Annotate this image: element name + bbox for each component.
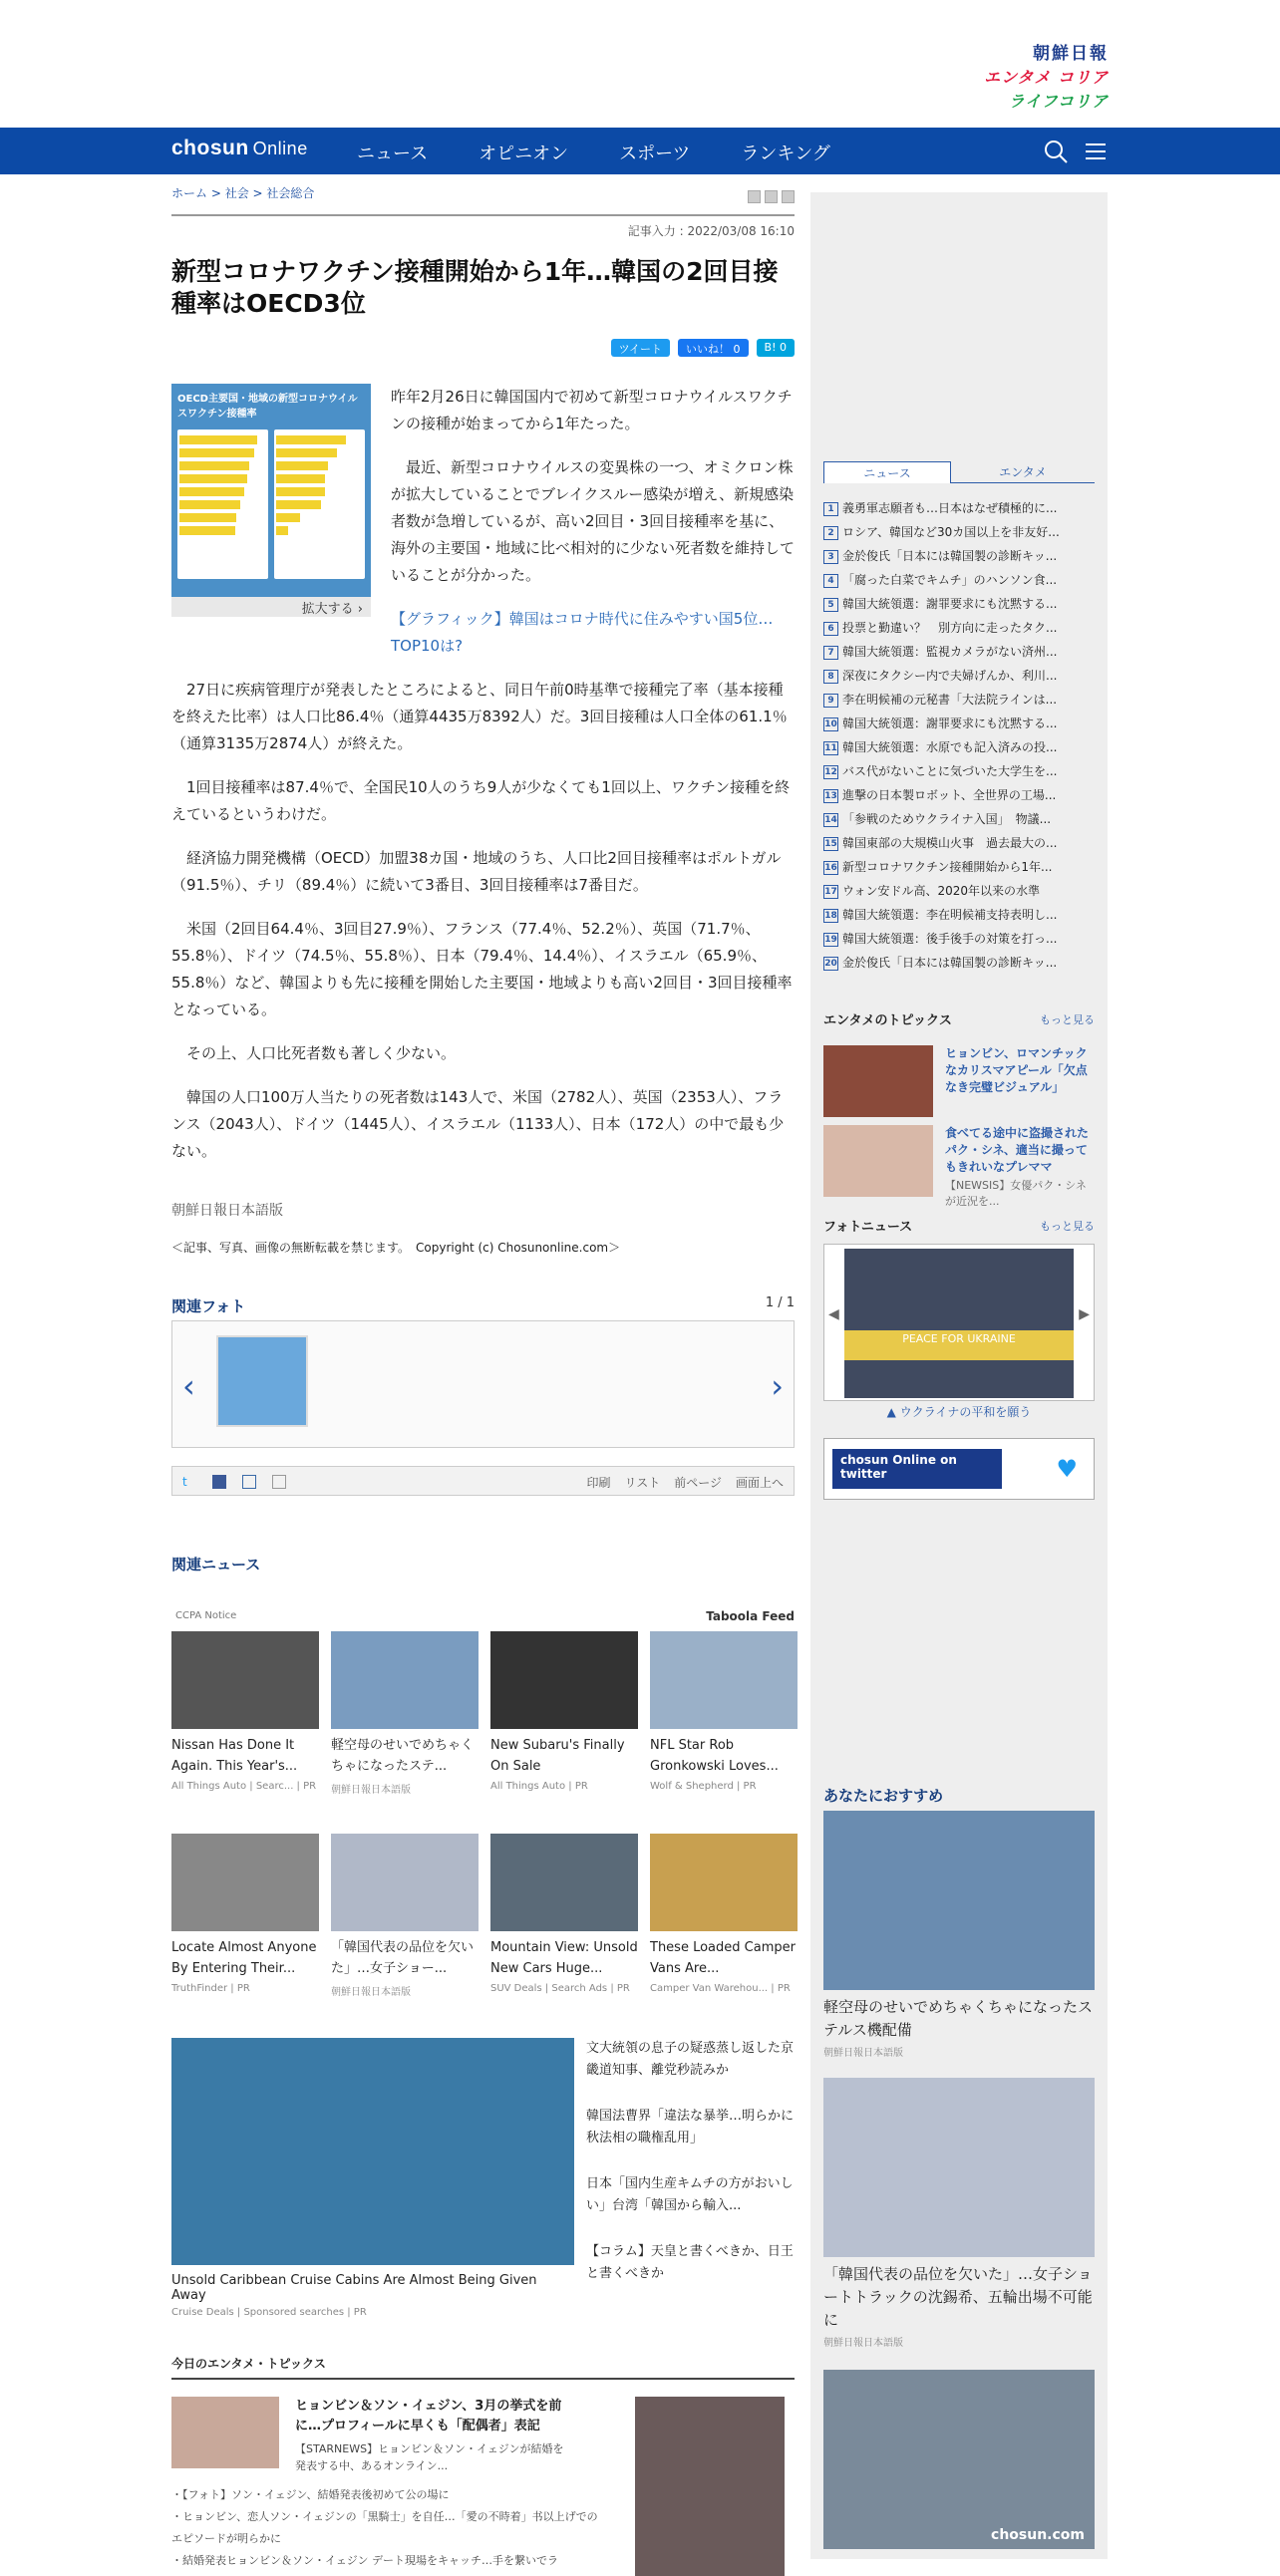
ranking-item-title: 「参戦のためウクライナ入国」 物議... xyxy=(842,812,1052,826)
ranking-item-title: 進撃の日本製ロボット、全世界の工場... xyxy=(842,788,1057,802)
feed-card[interactable] xyxy=(331,1834,479,1998)
feed-card[interactable] xyxy=(171,1834,319,1998)
recommend-item[interactable] xyxy=(823,1811,1095,2059)
feed-card-image xyxy=(650,1631,798,1729)
related-photo-count: 1 / 1 xyxy=(765,1295,795,1310)
photo-news-image[interactable] xyxy=(844,1249,1074,1398)
taboola-feed-label[interactable]: Taboola Feed xyxy=(706,1609,795,1623)
chevron-right-icon[interactable]: › xyxy=(771,1367,784,1405)
figure-zoom-label: 拡大する xyxy=(301,602,354,617)
rank-number: 8 xyxy=(823,670,838,684)
brand-entame-logo[interactable]: エンタメ コリア xyxy=(984,68,1109,87)
ranking-item[interactable] xyxy=(823,783,1095,807)
rank-number: 4 xyxy=(823,574,838,588)
ranking-item[interactable] xyxy=(823,831,1095,855)
article-date: 記事入力 : 2022/03/08 16:10 xyxy=(627,224,795,238)
feed-card-image xyxy=(650,1834,798,1931)
ranking-item[interactable] xyxy=(823,640,1095,664)
ranking-item[interactable] xyxy=(823,712,1095,735)
rank-number: 10 xyxy=(824,718,837,729)
photo-news-title: フォトニュース xyxy=(823,1220,913,1235)
rank-number: 9 xyxy=(823,694,838,708)
feed-side-link[interactable]: 文大統領の息子の疑惑蒸し返した京畿道知事、離党秒読みか xyxy=(586,2041,795,2078)
entame-side-image xyxy=(823,1125,933,1197)
ranking-item[interactable] xyxy=(823,496,1095,520)
brand-logos xyxy=(984,42,1109,114)
page-top-link[interactable]: 画面上へ xyxy=(735,1476,784,1490)
logo-sub: Online xyxy=(252,139,308,158)
rank-number: 3 xyxy=(823,550,838,564)
facebook-like-button[interactable]: いいね！ 0 xyxy=(678,339,749,357)
feed-card[interactable] xyxy=(650,1834,798,1998)
feed-wide-title: Unsold Caribbean Cruise Cabins Are Almost Being Given Away xyxy=(171,2273,537,2303)
breadcrumb-society-general[interactable]: 社会総合 xyxy=(266,186,315,200)
related-graphic-link[interactable]: 【グラフィック】韓国はコロナ時代に住みやすい国5位…TOP10は? xyxy=(391,610,774,655)
feed-side-link[interactable]: 韓国法曹界「違法な暴挙…明らかに秋法相の職権乱用」 xyxy=(586,2109,795,2146)
entame-topic-link[interactable]: ・結婚発表ヒョンビン＆ソン・イェジン デート現場をキャッチ…手を繋いでラ xyxy=(171,2554,558,2567)
list-link[interactable]: リスト xyxy=(624,1476,661,1490)
rank-number: 14 xyxy=(824,814,837,825)
ranking-item-title: 李在明候補の元秘書「大法院ラインは... xyxy=(842,693,1058,707)
recommend-image xyxy=(823,1811,1095,1990)
chevron-left-icon[interactable]: ◀ xyxy=(828,1306,839,1322)
feed-card-title: New Subaru's Finally On Sale xyxy=(490,1738,625,1774)
feed-card-image xyxy=(171,1631,319,1729)
feed-card-image xyxy=(490,1834,638,1931)
nav-opinion[interactable]: オピニオン xyxy=(479,143,569,164)
rank-number: 6 xyxy=(823,622,838,636)
feed-side-link[interactable]: 日本「国内生産キムチの方がおいしい」台湾「韓国から輸入... xyxy=(586,2176,794,2213)
feed-card-source: Wolf & Shepherd | PR xyxy=(650,1781,757,1792)
prev-page-link[interactable]: 前ページ xyxy=(674,1476,722,1490)
ranking-item-title: ロシア、韓国など30カ国以上を非友好... xyxy=(842,525,1060,539)
article-share-bar xyxy=(171,1466,795,1496)
feed-wide-card[interactable] xyxy=(171,2038,574,2318)
feed-card-title: 「韓国代表の品位を欠いた」…女子ショー... xyxy=(331,1940,475,1976)
title-divider xyxy=(171,214,795,216)
photo-news-carousel xyxy=(823,1244,1095,1401)
twitter-icon[interactable]: t xyxy=(182,1475,187,1489)
entame-topic-title: ヒョンビン＆ソン・イェジン、3月の挙式を前に…プロフィールに早くも「配偶者」表記 xyxy=(295,2399,562,2433)
photo-news-caption[interactable]: ▲ ウクライナの平和を願う xyxy=(886,1405,1032,1419)
ranking-item[interactable] xyxy=(823,664,1095,688)
article-credit: 朝鮮日報日本語版 xyxy=(171,1203,283,1219)
lead-paragraph: 最近、新型コロナウイルスの変異株の一つ、オミクロン株が拡大していることでブレイクスルー感染が増え、新規感染者数が急増しているが、高い2回目・3回目接種率を基に、海外の主要国・地域に比べ相対的に少ない死者数を維持していることが分かった。 xyxy=(391,458,796,584)
entame-side-title: 食べてる途中に盗撮されたパク・シネ、適当に撮ってもきれいなプレママ xyxy=(945,1126,1090,1174)
feed-card-source: All Things Auto | PR xyxy=(490,1781,588,1792)
recommend-source: 朝鮮日報日本語版 xyxy=(823,2338,903,2349)
facebook-icon[interactable] xyxy=(212,1475,226,1489)
ranking-item[interactable] xyxy=(823,807,1095,831)
ranking-item-title: 金於俊氏「日本には韓国製の診断キッ... xyxy=(842,956,1058,970)
hatena-bookmark-button[interactable]: B! 0 xyxy=(757,339,795,357)
mixi-icon[interactable] xyxy=(272,1475,286,1489)
rank-number: 13 xyxy=(824,790,837,801)
bird-icon: ♥ xyxy=(1056,1455,1078,1483)
ranking-item-title: 新型コロナワクチン接種開始から1年... xyxy=(842,860,1053,874)
ranking-item[interactable] xyxy=(823,592,1095,616)
feed-card[interactable] xyxy=(490,1631,638,1796)
ranking-item[interactable] xyxy=(823,879,1095,903)
article-main xyxy=(171,184,796,2567)
nav-ranking[interactable]: ランキング xyxy=(741,143,830,164)
social-buttons xyxy=(611,339,795,357)
feed-card-source: SUV Deals | Search Ads | PR xyxy=(490,1983,630,1994)
ranking-item-title: バス代がないことに気づいた大学生を... xyxy=(842,764,1058,778)
nav-sports[interactable]: スポーツ xyxy=(619,143,691,164)
ranking-item[interactable] xyxy=(823,927,1095,951)
feed-card-source: Camper Van Warehou... | PR xyxy=(650,1983,791,1994)
related-photo-heading: 関連フォト xyxy=(171,1297,246,1315)
body-paragraph: 韓国の人口100万人当たりの死者数は143人で、米国（2782人）、英国（2353人）、フランス（2043人）、ドイツ（1445人）、イスラエル（1133人）、日本（172人）の中で最も少ない。 xyxy=(171,1088,785,1160)
top-header xyxy=(0,0,1280,128)
feed-side-link[interactable]: 【コラム】天皇と書くべきか、日王と書くべきか xyxy=(586,2244,794,2281)
figure-zoom-button[interactable]: 拡大する › xyxy=(171,597,371,617)
tab-news[interactable]: ニュース xyxy=(823,461,951,483)
entame-topics-side-heading xyxy=(823,1009,1095,1028)
entame-side-item[interactable] xyxy=(823,1125,1095,1208)
entame-topic-link[interactable]: ・ヒョンビン、恋人ソン・イェジンの「黒騎士」を自任…「愛の不時着」书以上げでのエピソードが明らかに xyxy=(171,2510,598,2545)
ranking-item-title: 韓国大統領選：李在明候補支持表明し... xyxy=(842,908,1058,922)
tweet-button[interactable]: ツイート xyxy=(611,339,670,357)
rank-number: 20 xyxy=(824,958,837,969)
rank-number: 1 xyxy=(823,502,838,516)
ranking-list xyxy=(823,496,1095,975)
feed-card-source: TruthFinder | PR xyxy=(171,1983,250,1994)
article-lead xyxy=(391,384,795,677)
body-paragraph: その上、人口比死者数も著しく少ない。 xyxy=(186,1044,457,1062)
breadcrumb-society[interactable]: 社会 xyxy=(224,186,249,200)
menu-icon[interactable] xyxy=(1083,139,1109,164)
feed-card-title: Mountain View: Unsold New Cars Huge... xyxy=(490,1940,638,1976)
feed-wide-source: Cruise Deals | Sponsored searches | PR xyxy=(171,2307,367,2318)
ranking-item-title: 深夜にタクシー内で夫婦げんか、利川... xyxy=(842,669,1058,683)
ranking-item-title: ウォン安ドル高、2020年以来の水準 xyxy=(842,884,1041,898)
article-title: 新型コロナワクチン接種開始から1年…韓国の2回目接種率はOECD3位 xyxy=(171,257,779,318)
ranking-item-title: 投票と勤違い？ 別方向に走ったタク... xyxy=(842,621,1058,635)
feed-card-title: Nissan Has Done It Again. This Year's... xyxy=(171,1738,298,1774)
entame-topic-image xyxy=(171,2397,279,2468)
entame-topics-heading: 今日のエンタメ・トピックス xyxy=(171,2355,795,2380)
rank-number: 11 xyxy=(824,742,837,753)
photo-news-heading xyxy=(823,1216,1095,1235)
rank-number: 17 xyxy=(824,886,837,897)
feed-card-image xyxy=(331,1631,479,1729)
ranking-item-title: 韓国大統領選：水原でも記入済みの投... xyxy=(842,740,1058,754)
entame-topic-large-image[interactable] xyxy=(635,2397,785,2576)
font-size-tools xyxy=(748,190,795,203)
chevron-right-icon[interactable]: ▶ xyxy=(1079,1306,1090,1322)
recommend-source: 朝鮮日報日本語版 xyxy=(823,2048,903,2059)
main-nav xyxy=(0,128,1280,174)
recommend-title: 「韓国代表の品位を欠いた」…女子ショートトラックの沈錫希、五輪出場不可能に xyxy=(823,2265,1093,2329)
related-photo-carousel xyxy=(171,1320,795,1448)
entame-topic-links xyxy=(171,2484,600,2572)
ranking-item-title: 「腐った白菜でキムチ」のハンソン食... xyxy=(842,573,1058,587)
twitter-banner-text: chosun Online on twitter xyxy=(832,1449,1002,1489)
body-paragraph: 27日に疾病管理庁が発表したところによると、同日午前0時基準で接種完了率（基本接種を終えた比率）は人口比86.4％（通算4435万8392人）だ。3回目接種は人口全体の61.1％（通算3135万2874人）が終えた。 xyxy=(171,681,788,752)
print-icon[interactable] xyxy=(782,190,795,203)
body-paragraph: 経済協力開発機構（OECD）加盟38カ国・地域のうち、人口比2回目接種率はポルトガル（91.5％）、チリ（89.4％）に続いて3番目、3回目接種率は7番目だ。 xyxy=(171,849,782,894)
body-paragraph: 米国（2回目64.4％、3回目27.9％）、フランス（77.4％、52.2％）、英国（71.7％、55.8％）、ドイツ（74.5％、55.8％）、日本（79.4％、14.4％）、イスラエル（65.9％、55.8％）など、韓国よりも先に接種を開始した主要国・地域よりも高い2回目・3回目接種率となっている。 xyxy=(171,920,793,1018)
print-link[interactable]: 印刷 xyxy=(586,1476,611,1490)
entame-topic-link[interactable]: ・【フォト】ソン・イェジン、結婚発表後初めて公の場に xyxy=(171,2488,450,2501)
rank-number: 7 xyxy=(823,646,838,660)
recommend-image xyxy=(823,2078,1095,2257)
ranking-item[interactable] xyxy=(823,616,1095,640)
ranking-item-title: 義勇軍志願者も…日本はなぜ積極的に... xyxy=(842,501,1058,515)
ranking-item[interactable] xyxy=(823,951,1095,975)
rank-number: 2 xyxy=(823,526,838,540)
ranking-item[interactable] xyxy=(823,759,1095,783)
feed-wide-image xyxy=(171,2038,574,2265)
more-link[interactable]: もっと見る xyxy=(1040,1220,1095,1233)
ccpa-notice[interactable]: CCPA Notice xyxy=(175,1610,237,1621)
ranking-item-title: 韓国大統領選：監視カメラがない済州... xyxy=(842,645,1058,659)
article-body xyxy=(171,677,795,1182)
related-news-heading: 関連ニュース xyxy=(171,1556,261,1574)
entame-side-title: ヒョンビン、ロマンチックなカリスマアピール「欠点なき完璧ビジュアル」 xyxy=(945,1046,1088,1094)
recommend-item[interactable] xyxy=(823,2078,1095,2349)
feed-card-image xyxy=(490,1631,638,1729)
recommend-item[interactable] xyxy=(823,2370,1095,2549)
entame-side-desc: 【NEWSIS】女優パク・シネが近況を... xyxy=(945,1179,1087,1208)
recommend-image xyxy=(823,2370,1095,2549)
rank-number: 19 xyxy=(824,934,837,945)
brand-chosun-logo[interactable]: 朝鮮日報 xyxy=(1033,44,1109,64)
ranking-item[interactable] xyxy=(823,520,1095,544)
rank-number: 5 xyxy=(823,598,838,612)
recommend-heading: あなたにおすすめ xyxy=(823,1787,944,1805)
copyright-notice: ＜記事、写真、画像の無断転載を禁じます。 Copyright (c) Chosunonline.com＞ xyxy=(171,1241,621,1255)
font-small-icon[interactable] xyxy=(748,190,761,203)
article-figure[interactable] xyxy=(171,384,371,617)
feed-card[interactable] xyxy=(650,1631,798,1796)
feed-card-title: Locate Almost Anyone By Entering Their... xyxy=(171,1940,317,1976)
more-link[interactable]: もっと見る xyxy=(1040,1013,1095,1026)
feed-card-image xyxy=(331,1834,479,1931)
site-logo[interactable] xyxy=(171,137,308,160)
ranking-item-title: 韓国東部の大規模山火事 過去最大の... xyxy=(842,836,1058,850)
rank-number: 12 xyxy=(824,766,837,777)
feed-card-image xyxy=(171,1834,319,1931)
twitter-banner[interactable] xyxy=(823,1438,1095,1500)
feed-card-source: All Things Auto | Searc... | PR xyxy=(171,1781,317,1792)
feed-row xyxy=(171,1834,795,1998)
ranking-item-title: 韓国大統領選：謝罪要求にも沈黙する... xyxy=(842,716,1058,730)
feed-card[interactable] xyxy=(171,1631,319,1796)
related-photo-thumbnail[interactable] xyxy=(216,1335,308,1427)
feed-card[interactable] xyxy=(490,1834,638,1998)
body-paragraph: 1回目接種率は87.4％で、全国民10人のうち9人が少なくても1回以上、ワクチン接種を終えているというわけだ。 xyxy=(171,778,791,823)
image-watermark: chosun.com xyxy=(991,2527,1085,2543)
hatena-icon[interactable] xyxy=(242,1475,256,1489)
font-large-icon[interactable] xyxy=(765,190,778,203)
tab-entame[interactable]: エンタメ xyxy=(999,465,1047,479)
breadcrumb-home[interactable]: ホーム xyxy=(171,186,208,200)
lead-paragraph: 昨年2月26日に韓国国内で初めて新型コロナウイルスワクチンの接種が始まってから1年たった。 xyxy=(391,388,793,432)
chevron-left-icon[interactable]: ‹ xyxy=(182,1367,195,1405)
nav-news[interactable]: ニュース xyxy=(357,143,429,164)
ranking-item-title: 韓国大統領選：謝罪要求にも沈黙する... xyxy=(842,597,1058,611)
ranking-item-title: 韓国大統領選：後手後手の対策を打っ... xyxy=(842,932,1058,946)
rank-number: 16 xyxy=(824,862,837,873)
logo-main: chosun xyxy=(171,137,249,159)
feed-row xyxy=(171,1631,795,1796)
recommend-title: 軽空母のせいでめちゃくちゃになったステルス機配備 xyxy=(823,1998,1094,2039)
brand-life-logo[interactable]: ライフコリア xyxy=(1008,92,1109,111)
entame-topic-desc: 【STARNEWS】ヒョンビン＆ソン・イェジンが結婚を発表する中、あるオンライン... xyxy=(295,2442,564,2472)
ranking-item[interactable] xyxy=(823,735,1095,759)
feed-side-list xyxy=(586,2038,795,2309)
feed-card-title: 軽空母のせいでめちゃくちゃになったステ... xyxy=(331,1738,475,1774)
rank-number: 15 xyxy=(824,838,837,849)
ranking-item[interactable] xyxy=(823,544,1095,568)
feed-card[interactable] xyxy=(331,1631,479,1796)
photo-news-sign: PEACE FOR UKRAINE xyxy=(844,1330,1074,1360)
entame-side-title: エンタメのトピックス xyxy=(823,1013,952,1028)
entame-side-image xyxy=(823,1045,933,1117)
feed-card-title: These Loaded Camper Vans Are... xyxy=(650,1940,796,1976)
figure-title: OECD主要国・地域の新型コロナウイルスワクチン接種率 xyxy=(177,394,358,420)
ranking-item[interactable] xyxy=(823,855,1095,879)
breadcrumb: ホーム > 社会 > 社会総合 xyxy=(171,186,315,200)
ranking-tabs xyxy=(823,461,1095,483)
search-icon[interactable] xyxy=(1043,139,1069,164)
entame-side-item[interactable] xyxy=(823,1045,1095,1117)
ranking-item[interactable] xyxy=(823,568,1095,592)
ranking-item-title: 金於俊氏「日本には韓国製の診断キッ... xyxy=(842,549,1058,563)
ranking-item[interactable] xyxy=(823,903,1095,927)
feed-card-title: NFL Star Rob Gronkowski Loves... xyxy=(650,1738,779,1774)
rank-number: 18 xyxy=(824,910,837,921)
feed-card-source: 朝鮮日報日本語版 xyxy=(331,1987,411,1998)
feed-card-source: 朝鮮日報日本語版 xyxy=(331,1785,411,1796)
ranking-item[interactable] xyxy=(823,688,1095,712)
